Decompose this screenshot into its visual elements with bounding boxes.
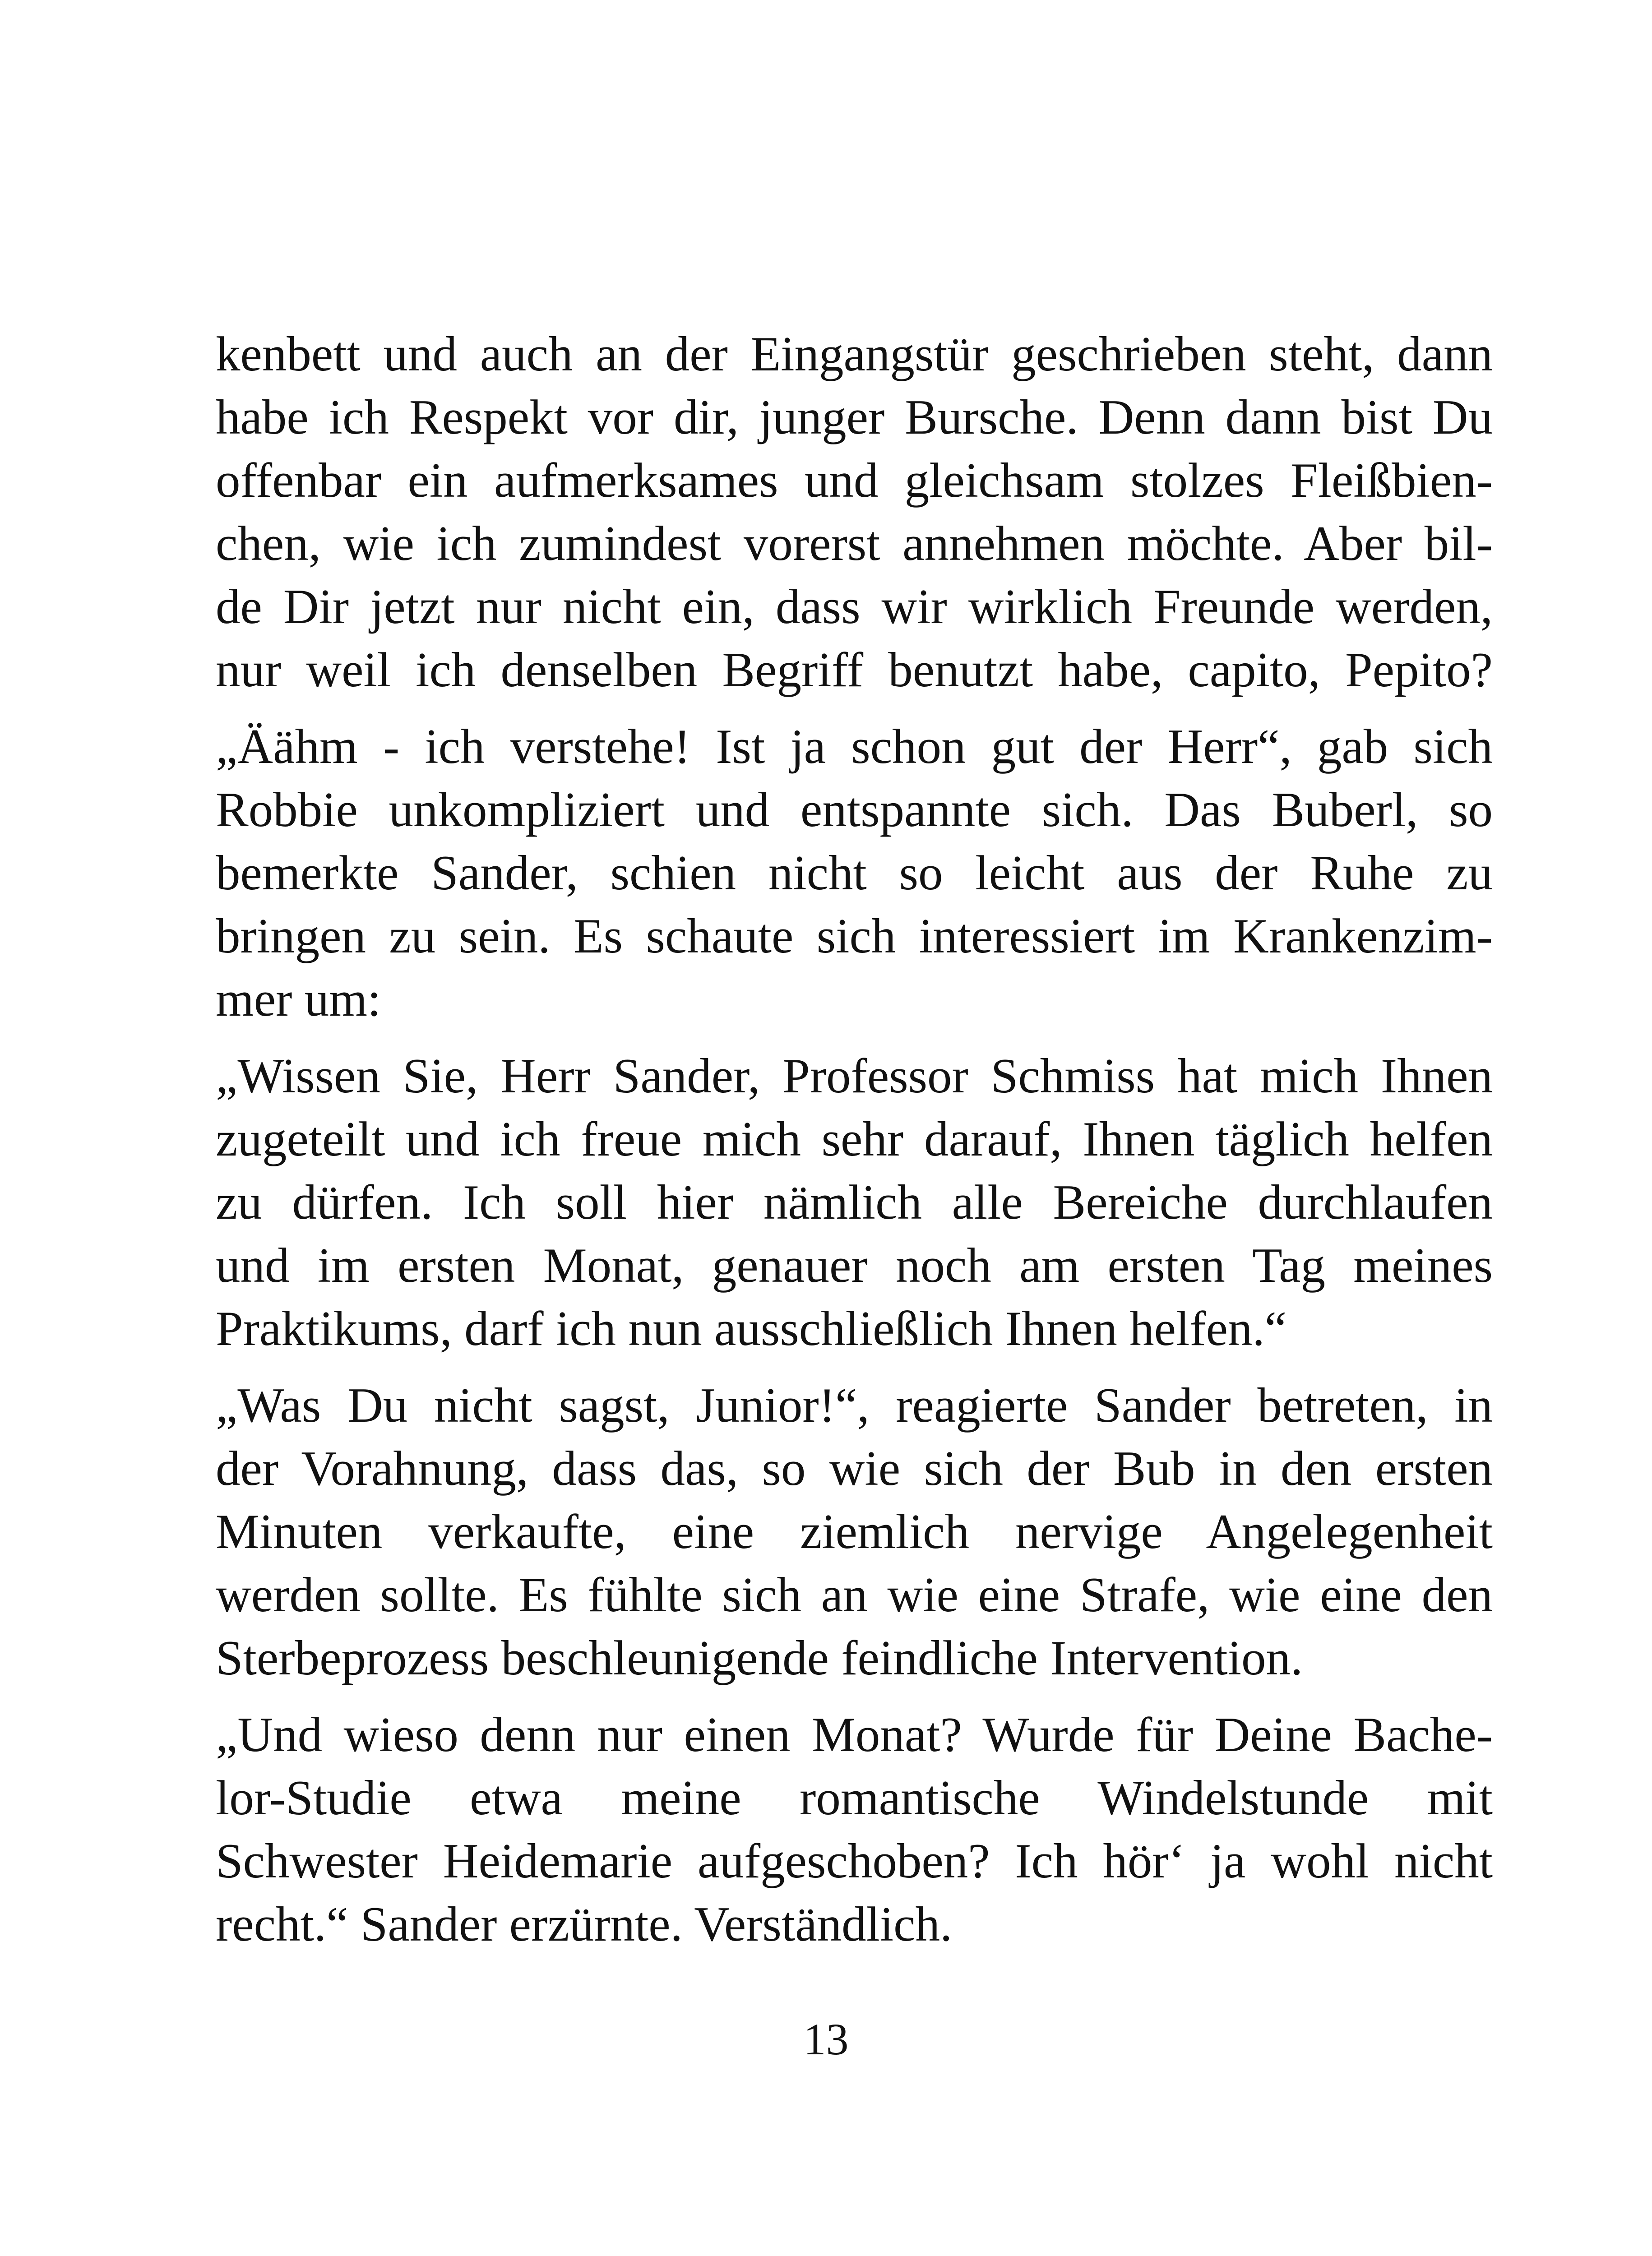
text-line: habe ich Respekt vor dir, junger Bursche. Denn dann bist Du [216, 390, 1493, 444]
text-line: nur weil ich denselben Begriff benutzt habe, capito, Pepito? [216, 643, 1493, 697]
text-line: werden sollte. Es fühlte sich an wie eine Strafe, wie eine den [216, 1567, 1493, 1622]
text-line: „Was Du nicht sagst, Junior!“, reagierte Sander betreten, in [216, 1378, 1493, 1433]
page-number: 13 [803, 2014, 849, 2064]
text-line: Sterbeprozess beschleunigende feindliche Intervention. [216, 1631, 1303, 1685]
text-line: bringen zu sein. Es schaute sich interessiert im Krankenzim- [216, 909, 1493, 963]
paragraph-4 [216, 1374, 1493, 1690]
text-line: Minuten verkaufte, eine ziemlich nervige Angelegenheit [216, 1504, 1493, 1559]
body-text [216, 323, 1493, 1969]
text-line: Robbie unkompliziert und entspannte sich. Das Buberl, so [216, 782, 1493, 837]
text-line: kenbett und auch an der Eingangstür geschrieben steht, dann [216, 327, 1493, 381]
text-line: zu dürfen. Ich soll hier nämlich alle Bereiche durchlaufen [216, 1175, 1493, 1230]
text-line: Praktikums, darf ich nun ausschließlich Ihnen helfen.“ [216, 1301, 1287, 1356]
text-line: „Äähm - ich verstehe! Ist ja schon gut der Herr“, gab sich [216, 719, 1493, 774]
text-line: offenbar ein aufmerksames und gleichsam stolzes Fleißbien- [216, 453, 1493, 508]
paragraph-1 [216, 323, 1493, 702]
paragraph-3 [216, 1045, 1493, 1360]
paragraph-2 [216, 715, 1493, 1031]
text-line: Schwester Heidemarie aufgeschoben? Ich hör‘ ja wohl nicht [216, 1834, 1493, 1888]
text-line: de Dir jetzt nur nicht ein, dass wir wirklich Freunde werden, [216, 579, 1493, 634]
text-line: „Und wieso denn nur einen Monat? Wurde für Deine Bache- [216, 1707, 1493, 1762]
text-line: der Vorahnung, dass das, so wie sich der Bub in den ersten [216, 1441, 1493, 1496]
paragraph-5 [216, 1703, 1493, 1956]
text-line: „Wissen Sie, Herr Sander, Professor Schmiss hat mich Ihnen [216, 1049, 1493, 1103]
text-line: mer um: [216, 972, 381, 1026]
text-line: recht.“ Sander erzürnte. Verständlich. [216, 1897, 953, 1951]
text-line: zugeteilt und ich freue mich sehr darauf, Ihnen täglich helfen [216, 1112, 1493, 1166]
text-line: chen, wie ich zumindest vorerst annehmen möchte. Aber bil- [216, 516, 1493, 571]
text-line: und im ersten Monat, genauer noch am ersten Tag meines [216, 1238, 1493, 1293]
text-line: lor-Studie etwa meine romantische Windelstunde mit [216, 1771, 1493, 1825]
text-line: bemerkte Sander, schien nicht so leicht aus der Ruhe zu [216, 846, 1493, 900]
